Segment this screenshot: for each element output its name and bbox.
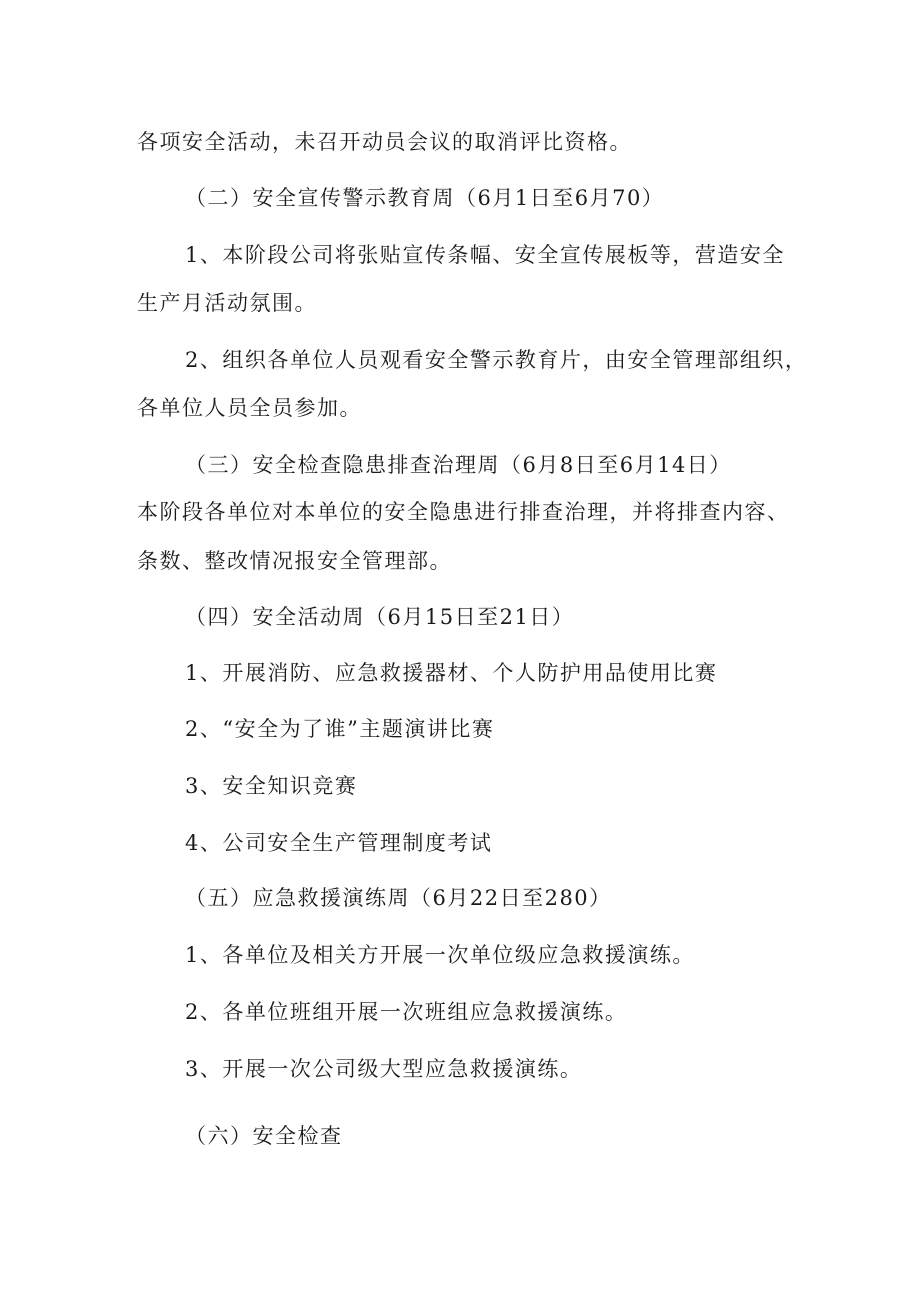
list-item-5-1: 1、各单位及相关方开展一次单位级应急救援演练。 bbox=[185, 943, 695, 967]
list-item-2-1-cont: 生产月活动氛围。 bbox=[137, 291, 317, 315]
list-item-5-3: 3、开展一次公司级大型应急救援演练。 bbox=[185, 1057, 583, 1081]
section-3-body-cont: 条数、整改情况报安全管理部。 bbox=[137, 549, 452, 573]
section-heading-5: （五）应急救援演练周（6月22日至280） bbox=[185, 886, 612, 910]
section-3-body: 本阶段各单位对本单位的安全隐患进行排查治理，并将排查内容、 bbox=[137, 500, 790, 524]
section-heading-6: （六）安全检查 bbox=[185, 1124, 343, 1148]
section-heading-4: （四）安全活动周（6月15日至21日） bbox=[185, 605, 575, 629]
list-item-2-1: 1、本阶段公司将张贴宣传条幅、安全宣传展板等，营造安全 bbox=[185, 243, 785, 267]
list-item-4-4: 4、公司安全生产管理制度考试 bbox=[185, 831, 493, 855]
list-item-2-2-cont: 各单位人员全员参加。 bbox=[137, 396, 362, 420]
list-item-4-1: 1、开展消防、应急救援器材、个人防护用品使用比赛 bbox=[185, 661, 718, 685]
list-item-5-2: 2、各单位班组开展一次班组应急救援演练。 bbox=[185, 1000, 628, 1024]
section-heading-3: （三）安全检查隐患排查治理周（6月8日至6月14日） bbox=[185, 453, 732, 477]
list-item-4-2: 2、“安全为了谁”主题演讲比赛 bbox=[185, 717, 495, 741]
list-item-2-2: 2、组织各单位人员观看安全警示教育片，由安全管理部组织， bbox=[185, 348, 808, 372]
section-heading-2: （二）安全宣传警示教育周（6月1日至6月70） bbox=[185, 186, 665, 210]
paragraph-continuation: 各项安全活动，未召开动员会议的取消评比资格。 bbox=[137, 130, 632, 154]
list-item-4-3: 3、安全知识竞赛 bbox=[185, 774, 358, 798]
